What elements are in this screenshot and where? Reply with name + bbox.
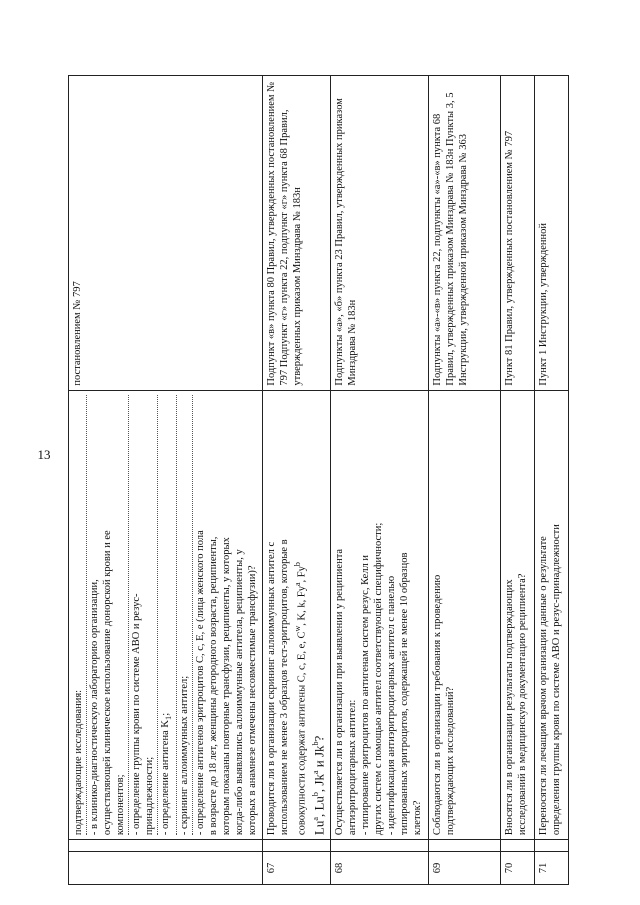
question-line: осуществляющей клиническое использование донорской крови и ее xyxy=(102,530,113,836)
superscript: b xyxy=(310,792,320,797)
page-number-text: 13 xyxy=(37,447,51,462)
basis-text: Пункт 81 Правил, утвержденных постановлением № 797 xyxy=(504,130,516,386)
question-line: подтверждающих исследований? xyxy=(445,686,457,836)
question-line: Осуществляется ли в организации при выявлении у реципиента xyxy=(334,548,346,836)
question-cell xyxy=(69,390,263,839)
question-line: Переносятся ли лечащим врачом организации данные о результате xyxy=(538,536,550,836)
antigen-k-subscript: 1 xyxy=(163,715,174,721)
spacer-cell xyxy=(535,840,569,852)
question-line: компонентов; xyxy=(115,774,126,836)
question-line xyxy=(291,395,309,835)
spacer-cell xyxy=(429,840,501,852)
question-line xyxy=(309,395,325,835)
superscript: b xyxy=(293,562,303,567)
superscript: a xyxy=(293,582,303,587)
antigens-text: и Jk xyxy=(310,745,326,771)
basis-cell xyxy=(501,76,535,391)
antigens-text: , K, k, Fy xyxy=(296,586,308,626)
question-line: в возрасте до 18 лет, женщины детородного возраста, реципиенты, xyxy=(208,536,220,836)
row-number xyxy=(501,852,535,885)
antigens-text: ? xyxy=(310,735,326,742)
question-line: которым показаны повторные трансфузии, реципиенты, у которых xyxy=(221,537,233,836)
question-line: Соблюдаются ли в организации требования к проведению xyxy=(432,574,444,836)
antigen-k-text: - определение антигена K xyxy=(160,720,171,836)
question-cell xyxy=(501,390,535,839)
question-line: использованием не менее 3 образцов тест-эритроцитов, которые в xyxy=(279,539,291,836)
row-number xyxy=(69,852,263,885)
question-line: других систем с помощью антител соответствующей специфичности; xyxy=(373,522,385,836)
superscript: a xyxy=(310,817,320,821)
row-number xyxy=(263,852,331,885)
question-line: антиэритроцитарных антител: xyxy=(347,699,359,836)
question-line: определения группы крови по системе АВО и резус-принадлежности xyxy=(551,524,563,836)
question-line: - определение антигена $K_1$; xyxy=(160,712,174,836)
basis-text: Подпункт «в» пункта 80 Правил, утвержденных постановлением № 797 Подпункт «г» пункта 22, подпункт «г» пункта 68 Правил, утвержденных приказом Минздрава № 183н xyxy=(266,81,304,386)
row-number xyxy=(535,852,569,885)
basis-cell xyxy=(535,76,569,391)
spacer-cell xyxy=(69,840,263,852)
antigens-text: , Fy xyxy=(296,566,308,583)
question-line: исследований в медицинскую документацию реципиента? xyxy=(517,573,529,836)
rotated-page xyxy=(68,75,608,885)
question-line: клеток? xyxy=(412,800,424,836)
question-line: которых в анамнезе отмечены несовместимые трансфузии)? xyxy=(247,565,259,836)
question-cell xyxy=(263,390,331,839)
basis-text: Подпункты «а», «б» пункта 23 Правил, утвержденных приказом Минздрава № 183н xyxy=(334,98,359,386)
question-line: подтверждающие исследования: xyxy=(73,689,84,836)
row-number xyxy=(331,852,429,885)
basis-cell xyxy=(331,76,429,391)
antigens-text: совокупности содержат антигены C, c, E, e, C xyxy=(296,631,308,836)
row-number xyxy=(429,852,501,885)
basis-text: постановлением № 797 xyxy=(72,281,83,386)
question-line: - определение группы крови по системе АВО и резус- xyxy=(131,593,142,836)
checklist-table xyxy=(68,75,569,885)
spacer-cell xyxy=(263,840,331,852)
superscript: b xyxy=(310,741,320,746)
question-line: когда-либо выявлялись аллоиммунные антитела, реципиенты, у xyxy=(234,549,246,836)
question-line: - в клинико-диагностическую лабораторию организации, xyxy=(89,579,100,836)
superscript: w xyxy=(293,625,303,632)
row-number-text: 67 xyxy=(266,862,278,874)
table-row xyxy=(263,76,331,885)
spacer-cell xyxy=(501,840,535,852)
question-cell xyxy=(429,390,501,839)
basis-text: Пункт 1 Инструкции, утвержденной xyxy=(538,222,550,386)
question-line: - скрининг аллоиммунных антител; xyxy=(179,675,191,836)
question-line: - идентификация антиэритроцитарных антител с панелью xyxy=(386,575,398,836)
question-line: принадлежности; xyxy=(144,756,155,836)
table-row xyxy=(501,76,535,885)
superscript: a xyxy=(310,770,320,775)
row-number-text: 70 xyxy=(504,862,516,874)
basis-cell xyxy=(69,76,263,391)
page-number xyxy=(34,447,54,463)
table-row xyxy=(535,76,569,885)
question-line: Проводится ли в организации скрининг аллоиммунных антител с xyxy=(266,541,278,836)
question-line: типированных эритроцитов, содержащей не менее 10 образцов xyxy=(399,552,411,836)
row-number-text: 68 xyxy=(334,862,346,874)
table-row xyxy=(429,76,501,885)
basis-cell xyxy=(263,76,331,391)
question-cell xyxy=(331,390,429,839)
basis-cell xyxy=(429,76,501,391)
question-cell xyxy=(535,390,569,839)
table-row xyxy=(69,76,263,885)
question-line: Вносятся ли в организации результаты подтверждающих xyxy=(504,579,516,836)
question-line: - определение антигенов эритроцитов C, c, E, e (лица женского пола xyxy=(195,530,207,836)
antigens-text: Lu xyxy=(310,820,326,836)
question-line: - типирование эритроцитов по антигенам систем резус, Келл и xyxy=(360,554,372,836)
antigens-text: , Lu xyxy=(310,796,326,818)
spacer-cell xyxy=(331,840,429,852)
row-number-text: 69 xyxy=(432,862,444,874)
basis-text: Подпункты «а»-«в» пункта 22, подпункты «а»-«в» пункта 68 Правил, утвержденных приказом Минздрава № 183н Пункты 3, 5 Инструкции, утвержденной приказом Минздрава № 363 xyxy=(432,92,470,386)
row-number-text: 71 xyxy=(538,862,550,874)
table-row xyxy=(331,76,429,885)
antigens-text: , Jk xyxy=(310,774,326,793)
